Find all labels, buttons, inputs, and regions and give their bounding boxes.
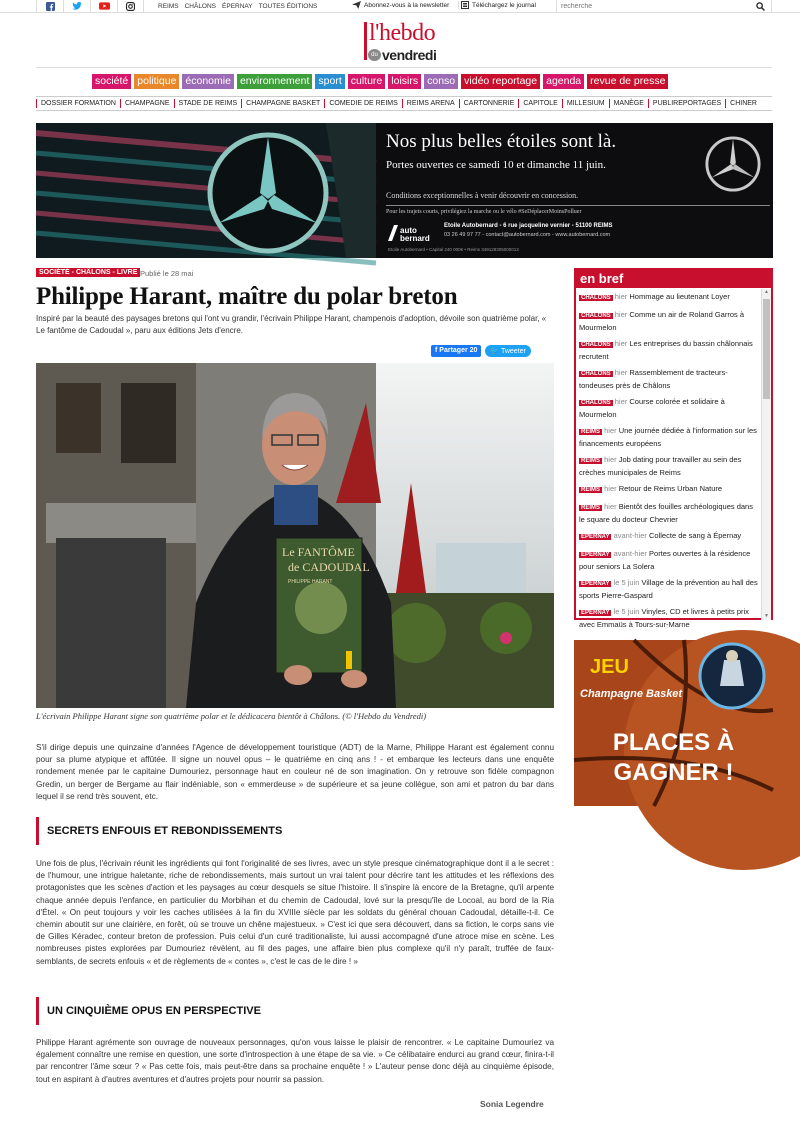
category-3[interactable]: environnement [237,74,312,89]
item-when: hier [614,368,628,377]
item-text: Portes ouvertes à la résidence pour seniors La Solera [579,549,751,571]
twitter-share-icon: 🐦 [490,348,501,355]
journal-label: Téléchargez le journal [472,1,536,9]
en-bref-item[interactable] [576,575,762,604]
ad-mobility-notice: Pour les trajets courts, privilégiez la marche ou le vélo #SeDéplacerMoinsPolluer [386,209,582,215]
item-when: avant-hier [613,549,647,558]
article-paragraph-3: Philippe Harant agrémente son ouvrage de nouveaux personnages, qu'on vous laisse le plaisir de rencontrer. « Le capitaine Dumouriez va également connaître une remise en question, une sorte d'introspection à une étape de sa vie. » Ce célibataire endurci au grand cœur, finira-t-il par rencontrer l'âme sœur ? « Pas cette fois, mais peut-être dans sa prochaine enquête ! » L'auteur pense donc déjà au cinquième épisode, tout en aspirant à d'autres aventures et d'autres projets pour nourrir sa passion. [36,1038,554,1084]
logo-text-vendredi: vendredi [382,47,437,63]
mercedes-ad-banner[interactable] [36,123,773,258]
topic-link-3[interactable]: CHAMPAGNE BASKET [241,99,324,108]
city-badge: CHÂLONS [581,400,611,406]
category-8[interactable]: vidéo reportage [461,74,540,89]
article-paragraph-2: Une fois de plus, l'écrivain réunit les ingrédients qui font l'originalité de ses livres, avec un style presque cinématographique dont il a le secret : de l'humour, une intrigue haletante, riche de rebondissements, mais surtout un vrai talent pour décrire tant les attitudes et les réflexions des protagonistes que les scènes d'action et les paysages au cœur desquels se situe l'histoire. Il s'inspire là encore de la Bretagne, qu'il arpente chaque année depuis l'enfance, en particulier du Morbihan et du chemin de Cadoudal, lové sur la presqu'île de Locoal, au bord de la Ria d'Étel. « On peut toujours y voir les caches utilisées à la fin du XVIIIe siècle par les soldats du général chouan Cadoudal, détaille-t-il. Ce chemin aboutit sur une clairière, en forêt, où se trouve un chêne majestueux. » C'est ici que sera découvert, dans sa fiction, le corps sans vie de Gilles Kéradec, conteur breton de profession. Puis celui d'un curé traditionaliste, lui aussi accompagné d'une atroce mise en scène. Les nombreuses pistes explorées par Dumouriez révèlent, au fil des pages, une affaire bien plus complexe qu'il n'y paraît, truffée de faux-semblants, de secrets enfouis « et de règlements de « contes », c'est le cas de le dire ! » [36,859,554,966]
edition-link-epernay[interactable]: ÉPERNAY [222,2,253,10]
ad2-jeu: JEU [590,656,629,678]
instagram-icon[interactable] [117,0,144,13]
logo-text-hebdo: l'hebdo [369,20,436,46]
book-author: PHILIPPE HARANT [288,579,333,585]
city-badge: REIMS [581,505,601,511]
item-text: Hommage au lieutenant Loyer [629,292,730,301]
item-when: hier [614,310,628,319]
edition-link-reims[interactable]: REIMS [158,2,179,10]
topic-link-8[interactable]: MILLESIUM [562,99,609,108]
category-0[interactable]: société [92,74,131,89]
en-bref-item[interactable] [576,452,762,481]
city-badge: CHÂLONS [581,295,611,301]
ad2-places-line1: PLACES À [612,729,735,756]
newsletter-label: Abonnez-vous à la newsletter [364,1,450,9]
topic-link-7[interactable]: CAPITOLE [518,99,562,108]
item-when: avant-hier [613,531,647,540]
en-bref-widget [574,268,773,629]
top-bar [0,0,800,13]
edition-link-all[interactable]: TOUTES ÉDITIONS [258,2,318,10]
ad-address: Etoile Autobernard - 6 rue jacqueline vernier - 51100 REIMS [444,223,613,229]
item-when: hier [604,502,617,511]
item-text: Les entreprises du bassin châlonnais recrutent [579,339,753,361]
topic-link-2[interactable]: STADE DE REIMS [174,99,242,108]
autobernard-word1: auto [400,226,417,235]
item-when: le 5 juin [613,578,640,587]
facebook-icon[interactable] [36,0,63,13]
ad2-places-line2: GAGNER ! [613,759,734,786]
facebook-share-button[interactable] [431,345,481,357]
scroll-down-icon[interactable]: ▼ [764,613,769,619]
paper-plane-icon [352,1,361,9]
en-bref-item[interactable] [576,307,762,336]
city-badge: CHÂLONS [581,371,611,377]
ad-conditions: Conditions exceptionnelles à venir découvrir en concession. [386,191,579,200]
item-when: hier [604,426,617,435]
city-badge: ÉPERNAY [581,610,610,616]
en-bref-item[interactable] [576,604,762,633]
newsletter-link[interactable] [352,1,449,9]
twitter-share-button[interactable] [485,345,530,357]
category-4[interactable]: sport [315,74,344,89]
logo-du: du [368,49,381,61]
en-bref-item[interactable] [576,336,762,365]
article-author: Sonia Legendre [480,1099,544,1109]
champagne-basket-ad[interactable] [574,640,773,806]
en-bref-item[interactable] [576,499,762,528]
city-badge: REIMS [581,429,601,435]
photo-caption: L'écrivain Philippe Harant signe son quatrième polar et le dédicacera bientôt à Châlons. (© l'Hebdo du Vendredi) [36,711,427,721]
item-when: hier [604,455,617,464]
topic-link-6[interactable]: CARTONNERIE [459,99,519,108]
download-journal-link[interactable] [458,1,536,9]
autobernard-word2: bernard [400,234,430,243]
scroll-up-icon[interactable]: ▲ [764,289,769,295]
search-input[interactable] [557,3,747,10]
ad2-team: Champagne Basket [580,688,683,700]
city-badge: ÉPERNAY [581,581,610,587]
mercedes-star-icon [704,135,762,193]
topic-nav [36,96,772,111]
social-links [36,0,144,13]
city-badge: ÉPERNAY [581,552,610,558]
topic-link-1[interactable]: CHAMPAGNE [120,99,174,108]
category-9[interactable]: agenda [543,74,584,89]
topic-link-4[interactable]: COMEDIE DE REIMS [324,99,401,108]
ad-subheadline: Portes ouvertes ce samedi 10 et dimanche 11 juin. [386,159,606,171]
city-badge: REIMS [581,458,601,464]
share-buttons [431,345,531,357]
search-icon[interactable] [756,2,765,11]
city-badge: CHÂLONS [581,342,611,348]
author-with-book-image [36,363,554,708]
newspaper-icon [461,1,469,9]
car-grille-image [36,123,376,258]
article-title: Philippe Harant, maître du polar breton [36,283,458,310]
category-10[interactable]: revue de presse [587,74,668,89]
scroll-thumb[interactable] [763,299,770,399]
city-badge: CHÂLONS [581,313,611,319]
section-heading-secrets: SECRETS ENFOUIS ET REBONDISSEMENTS [36,817,554,845]
category-6[interactable]: loisirs [388,74,421,89]
article-lead: Inspiré par la beauté des paysages bretons qui l'ont vu grandir, l'écrivain Philippe Harant, champenois d'adoption, dévoile son quatrième polar, « Le fantôme de Cadoudal », paru aux éditions Jets d'encre. [36,314,547,335]
topic-link-5[interactable]: REIMS ARENA [402,99,459,108]
en-bref-item[interactable] [576,546,762,575]
en-bref-title: en bref [576,270,771,288]
item-text: Village de la prévention au hall des sports Pierre-Gaspard [579,578,758,600]
ad-divider [386,205,770,206]
topic-link-10[interactable]: PUBLIREPORTAGES [648,99,725,108]
en-bref-item[interactable] [576,394,762,423]
en-bref-scrollbar[interactable] [761,289,771,620]
book-title-line1: Le FANTÔME [282,545,355,559]
edition-links [158,3,317,10]
item-when: hier [614,292,628,301]
article-paragraph-1: S'il dirige depuis une quinzaine d'années l'Agence de développement touristique (ADT) de la Marne, Philippe Harant est également connu pour sa plume atypique et affûtée. Il signe un nouvel opus – le quatrième en cinq ans ! - et embarque les lecteurs dans une enquête rondement menée par le capitaine Dumouriez, personnage haut en couleur né de son imagination. On y retrouve son fidèle compagnon Gredin, un berger de Bergame au flair indéniable, son « emmerdeuse » de supérieure et sa jeune collègue, son ami et patron du bar dans lequel il se rend très souvent, etc. [36,743,554,801]
item-when: le 5 juin [613,607,640,616]
section-heading-cinquieme-opus: UN CINQUIÈME OPUS EN PERSPECTIVE [36,997,554,1025]
topic-link-0[interactable]: DOSSIER FORMATION [36,99,120,108]
article-photo [36,363,554,708]
item-text: Bientôt des fouilles archéologiques dans le square du docteur Chevrier [579,502,753,524]
category-2[interactable]: économie [182,74,234,89]
en-bref-item[interactable] [576,423,762,452]
item-text: Retour de Reims Urban Nature [618,484,723,493]
en-bref-item[interactable] [576,481,762,499]
search-box [556,0,772,13]
en-bref-item[interactable] [576,528,762,546]
autobernard-mark-icon [388,225,398,241]
site-logo[interactable] [364,20,446,64]
edition-link-chalons[interactable]: CHÂLONS [184,2,217,10]
facebook-share-icon: f [435,347,440,354]
item-text: Rassemblement de tracteurs-tondeuses près de Châlons [579,368,728,390]
category-nav [92,74,668,89]
item-text: Job dating pour travailler au sein des crèches municipales de Reims [579,455,742,477]
topic-link-9[interactable]: MANÈGE [609,99,648,108]
category-5[interactable]: culture [348,74,386,89]
topic-link-11[interactable]: CHINER [725,99,761,108]
article-category-tag[interactable]: SOCIÉTÉ - CHÂLONS - LIVRE [36,268,140,277]
en-bref-item[interactable] [576,289,762,307]
item-text: Vinyles, CD et livres à petits prix avec Emmaüs à Tours-sur-Marne [579,607,749,629]
item-text: Comme un air de Roland Garros à Mourmelon [579,310,745,332]
item-when: hier [604,484,617,493]
en-bref-item[interactable] [576,365,762,394]
item-when: hier [614,339,628,348]
ad2-places [574,728,773,788]
en-bref-list [576,289,762,633]
book-title-line2: de CADOUDAL [288,560,370,574]
category-1[interactable]: politique [134,74,179,89]
city-badge: REIMS [581,487,601,493]
publish-date: Publié le 28 mai [140,269,194,278]
ad-contact: 03 26 49 97 77 - contact@autobernard.com - www.autobernard.com [444,232,611,238]
ad-legal: Etoile Autobernard • Capital 240 000€ • Reims 349128305000013 [388,247,519,252]
item-text: Collecte de sang à Épernay [649,531,742,540]
twitter-icon[interactable] [63,0,90,13]
city-badge: ÉPERNAY [581,534,610,540]
item-text: Une journée dédiée à l'information sur les financements européens [579,426,757,448]
item-text: Course colorée et solidaire à Mourmelon [579,397,725,419]
item-when: hier [614,397,628,406]
logo-bar [364,22,367,60]
twitter-share-label: Tweeter [500,348,526,355]
facebook-share-label: Partager 20 [439,347,478,354]
category-7[interactable]: conso [424,74,458,89]
ad-headline: Nos plus belles étoiles sont là. [386,131,617,152]
youtube-icon[interactable] [90,0,117,13]
divider [36,67,772,68]
